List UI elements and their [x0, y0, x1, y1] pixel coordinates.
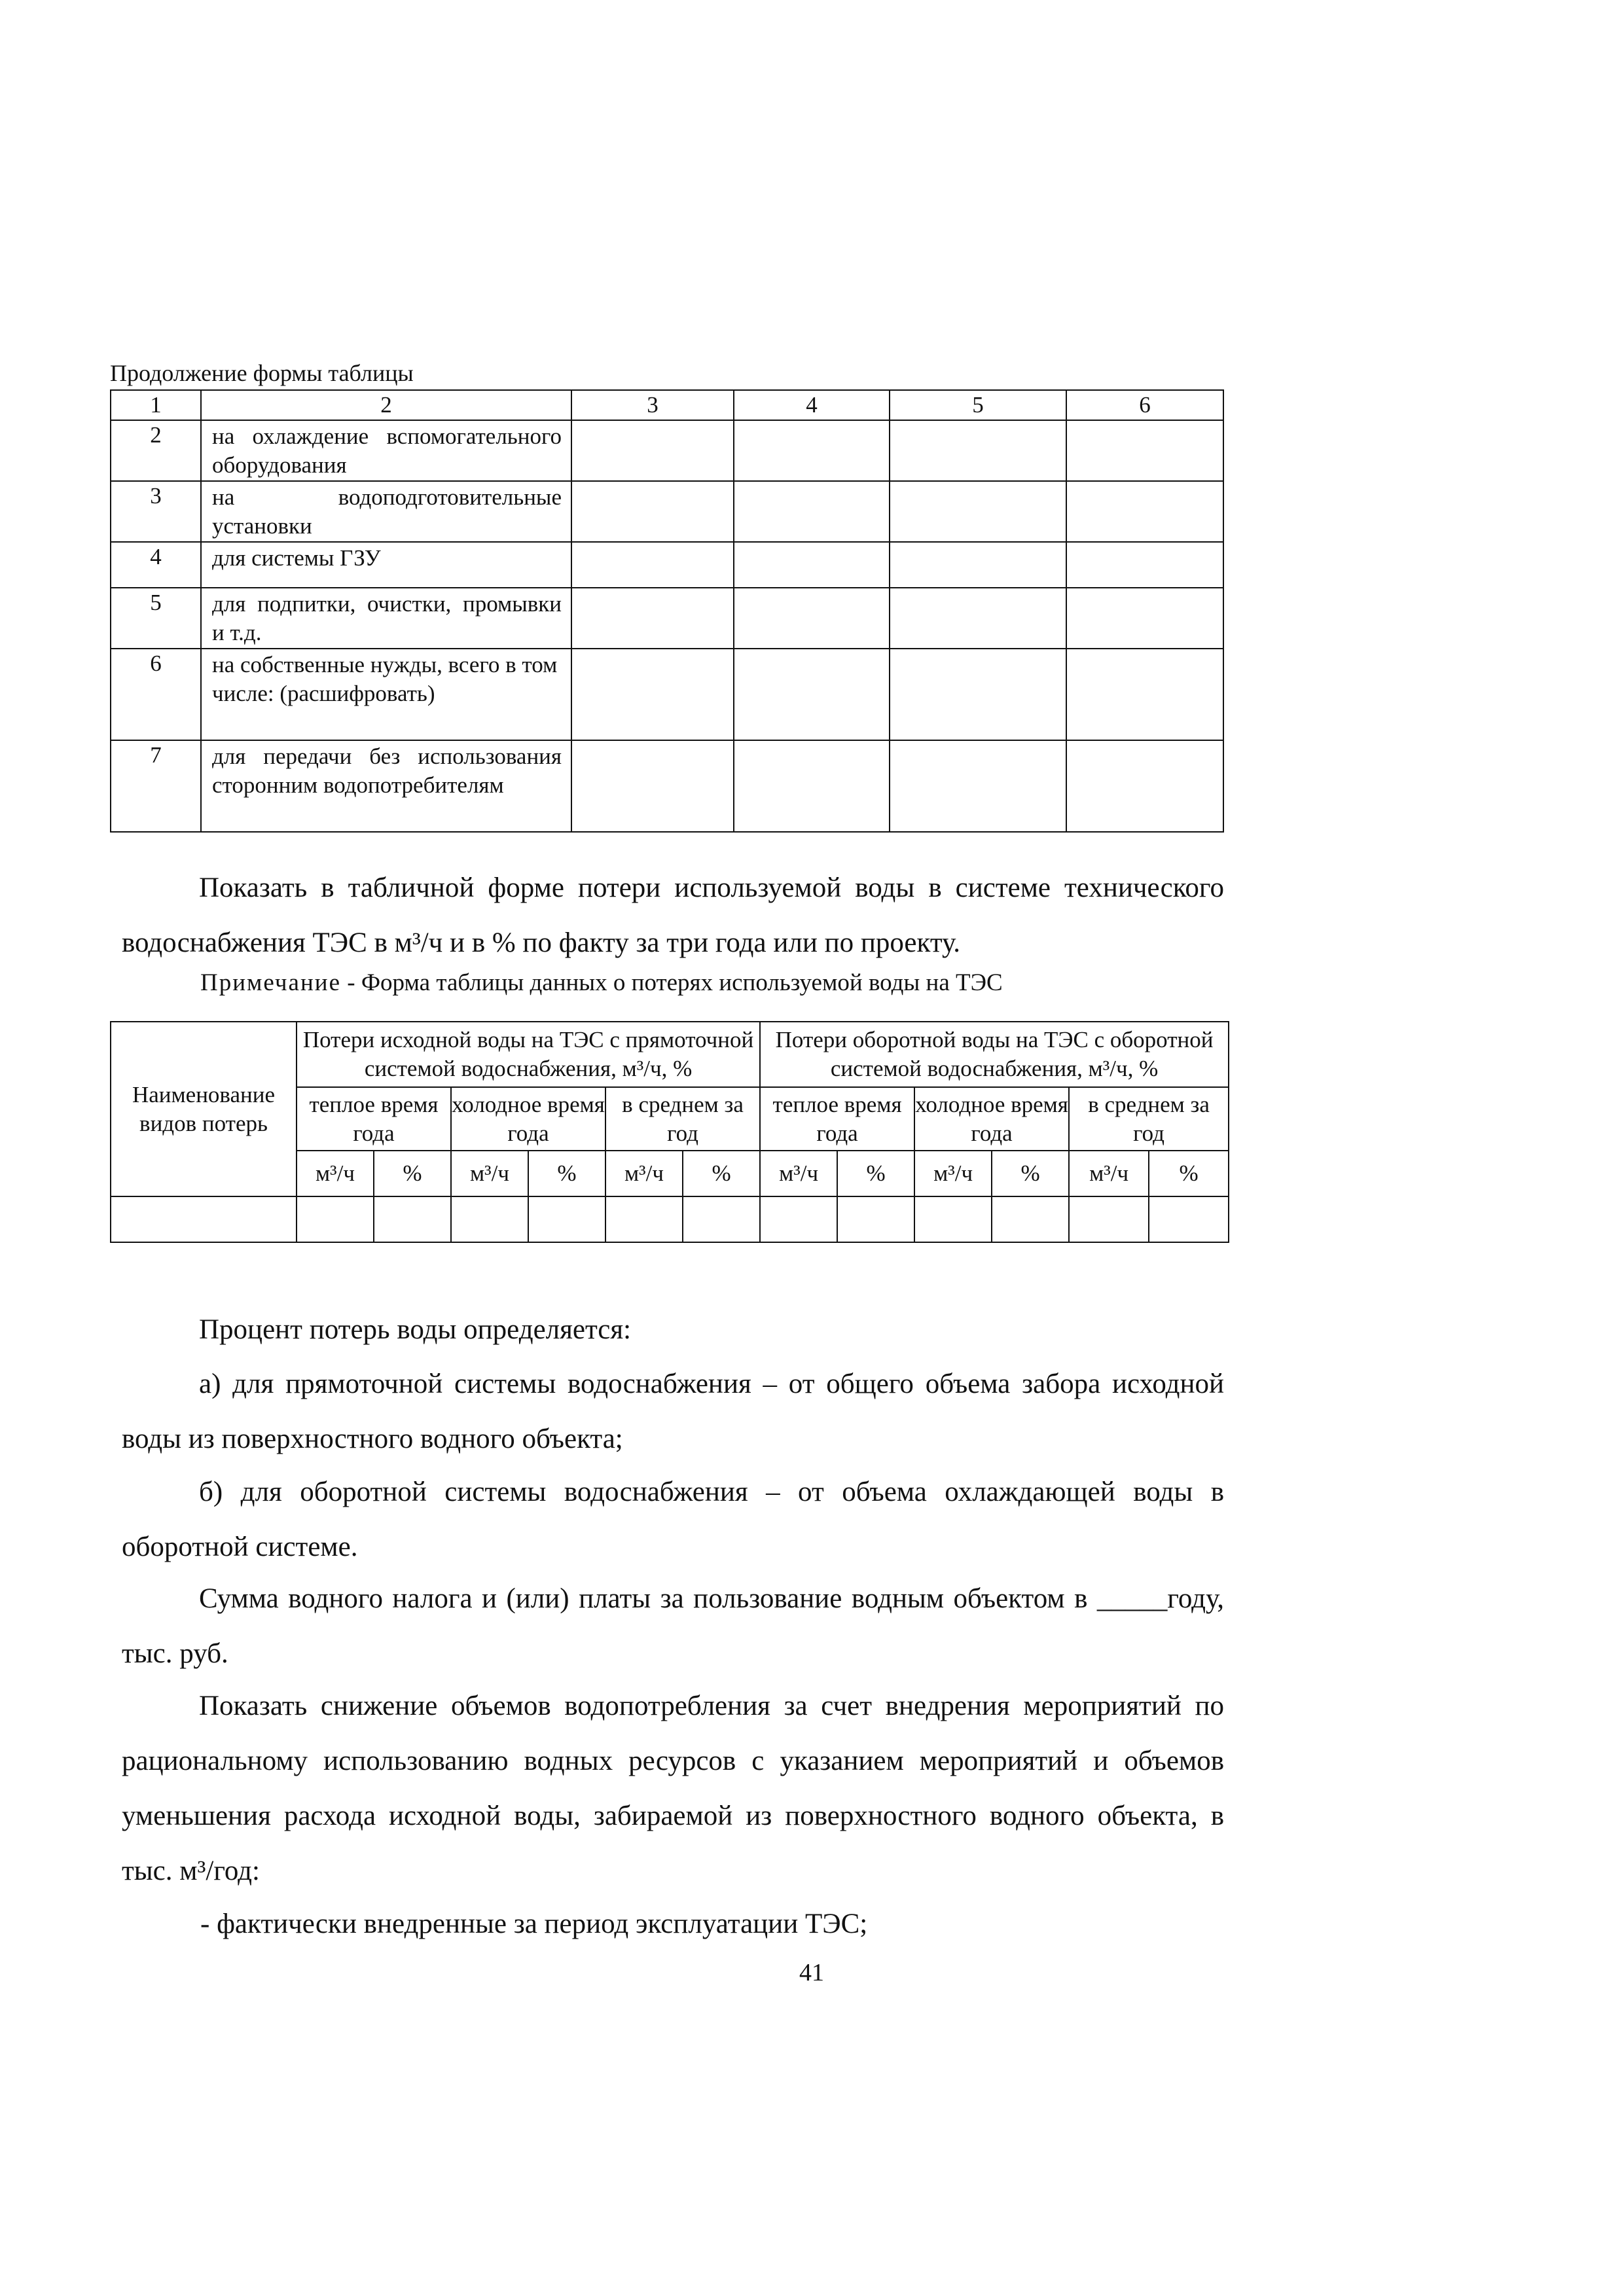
- paragraph-bullet: [122, 1897, 1224, 1952]
- unit-cell: м³/ч: [914, 1151, 992, 1196]
- table-header-row: [111, 390, 1223, 420]
- note-text: - Форма таблицы данных о потерях используемой воды на ТЭС: [341, 969, 1003, 996]
- paragraph-text: Сумма водного налога и (или) платы за пользование водным объектом в _____году, тыс. руб.: [122, 1583, 1224, 1669]
- empty-cell: [1069, 1196, 1149, 1242]
- empty-cell: [297, 1196, 374, 1242]
- empty-cell: [528, 1196, 605, 1242]
- row-text: на собственные нужды, всего в том числе: (расшифровать): [201, 649, 571, 740]
- water-losses-table: [110, 1021, 1229, 1243]
- table2-note: [200, 969, 1003, 997]
- loss-type-header: Наименование видов потерь: [111, 1022, 297, 1196]
- water-use-table: [110, 389, 1224, 833]
- empty-cell: [734, 649, 890, 740]
- row-text: для подпитки, очистки, промывки и т.д.: [201, 588, 571, 649]
- group-header-recirculating: Потери оборотной воды на ТЭС с оборотной системой водоснабжения, м³/ч, %: [760, 1022, 1229, 1087]
- group-header-direct-flow: Потери исходной воды на ТЭС с прямоточной системой водоснабжения, м³/ч, %: [297, 1022, 760, 1087]
- unit-cell: м³/ч: [451, 1151, 528, 1196]
- empty-cell: [451, 1196, 528, 1242]
- unit-cell: м³/ч: [605, 1151, 683, 1196]
- paragraph-item-b: [122, 1465, 1224, 1575]
- empty-cell: [734, 542, 890, 588]
- empty-cell: [1066, 481, 1223, 542]
- empty-cell: [1149, 1196, 1229, 1242]
- header-cell: 2: [201, 390, 571, 420]
- empty-cell: [890, 740, 1066, 832]
- paragraph-text: Процент потерь воды определяется:: [199, 1314, 632, 1345]
- empty-cell: [760, 1196, 837, 1242]
- header-cell: 1: [111, 390, 201, 420]
- period-header: холодное время года: [451, 1087, 605, 1151]
- table-row: [111, 420, 1223, 481]
- empty-cell: [1066, 420, 1223, 481]
- paragraph-item-a: [122, 1357, 1224, 1467]
- empty-cell: [734, 481, 890, 542]
- empty-cell: [890, 649, 1066, 740]
- empty-cell: [914, 1196, 992, 1242]
- empty-cell: [571, 740, 734, 832]
- empty-cell: [571, 481, 734, 542]
- unit-cell: %: [837, 1151, 914, 1196]
- table1-caption: Продолжение формы таблицы: [110, 360, 414, 386]
- row-text: для системы ГЗУ: [201, 542, 571, 588]
- paragraph-losses-intro: [122, 861, 1224, 971]
- table-row: [111, 740, 1223, 832]
- row-number: 5: [111, 588, 201, 649]
- empty-cell: [890, 588, 1066, 649]
- unit-cell: %: [683, 1151, 760, 1196]
- unit-cell: %: [528, 1151, 605, 1196]
- empty-cell: [992, 1196, 1069, 1242]
- row-number: 7: [111, 740, 201, 832]
- empty-cell: [1066, 649, 1223, 740]
- header-cell: 3: [571, 390, 734, 420]
- empty-cell: [734, 740, 890, 832]
- paragraph-text: б) для оборотной системы водоснабжения – от объема охлаждающей воды в оборотной системе.: [122, 1477, 1224, 1562]
- row-number: 4: [111, 542, 201, 588]
- unit-cell: м³/ч: [1069, 1151, 1149, 1196]
- row-text: для передачи без использования сторонним водопотребителям: [201, 740, 571, 832]
- header-cell: 6: [1066, 390, 1223, 420]
- paragraph-percent-title: [122, 1302, 1224, 1357]
- table-row: [111, 542, 1223, 588]
- paragraph-text: Показать снижение объемов водопотребления за счет внедрения мероприятий по рациональному использованию водных ресурсов с указанием мероприятий и объемов уменьшения расхода исходной воды, забираемой из поверхностного водного объекта, в тыс. м³/год:: [122, 1691, 1224, 1886]
- unit-cell: %: [992, 1151, 1069, 1196]
- unit-cell: %: [1149, 1151, 1229, 1196]
- empty-cell: [837, 1196, 914, 1242]
- period-header: теплое время года: [297, 1087, 451, 1151]
- note-label: Примечание: [200, 969, 341, 996]
- empty-cell: [734, 588, 890, 649]
- empty-cell: [890, 420, 1066, 481]
- table-row: [111, 649, 1223, 740]
- empty-cell: [683, 1196, 760, 1242]
- period-header: в среднем за год: [605, 1087, 760, 1151]
- row-text: на охлаждение вспомогательного оборудования: [201, 420, 571, 481]
- paragraph-text: а) для прямоточной системы водоснабжения – от общего объема забора исходной воды из поверхностного водного объекта;: [122, 1369, 1224, 1454]
- paragraph-water-tax: [122, 1571, 1224, 1681]
- row-number: 2: [111, 420, 201, 481]
- header-cell: 4: [734, 390, 890, 420]
- empty-cell: [734, 420, 890, 481]
- table-row: [111, 588, 1223, 649]
- empty-cell: [1066, 588, 1223, 649]
- empty-cell: [571, 420, 734, 481]
- row-text: на водоподготовительные установки: [201, 481, 571, 542]
- period-header: в среднем за год: [1069, 1087, 1229, 1151]
- empty-cell: [111, 1196, 297, 1242]
- period-header: холодное время года: [914, 1087, 1069, 1151]
- empty-cell: [374, 1196, 451, 1242]
- row-number: 3: [111, 481, 201, 542]
- empty-cell: [1066, 542, 1223, 588]
- empty-cell: [1066, 740, 1223, 832]
- empty-cell: [890, 481, 1066, 542]
- unit-cell: м³/ч: [760, 1151, 837, 1196]
- table-row: [111, 481, 1223, 542]
- empty-cell: [571, 542, 734, 588]
- row-number: 6: [111, 649, 201, 740]
- empty-cell: [571, 649, 734, 740]
- table-header-row: [111, 1022, 1229, 1087]
- empty-cell: [890, 542, 1066, 588]
- empty-cell: [605, 1196, 683, 1242]
- paragraph-reduction: [122, 1679, 1224, 1899]
- empty-cell: [571, 588, 734, 649]
- header-cell: 5: [890, 390, 1066, 420]
- unit-cell: м³/ч: [297, 1151, 374, 1196]
- paragraph-text: Показать в табличной форме потери используемой воды в системе технического водоснабжения ТЭС в м³/ч и в % по факту за три года или по проекту.: [122, 872, 1224, 958]
- paragraph-text: - фактически внедренные за период эксплуатации ТЭС;: [200, 1909, 868, 1939]
- table-row: [111, 1196, 1229, 1242]
- unit-cell: %: [374, 1151, 451, 1196]
- period-header: теплое время года: [760, 1087, 914, 1151]
- page-number: 41: [799, 1959, 824, 1986]
